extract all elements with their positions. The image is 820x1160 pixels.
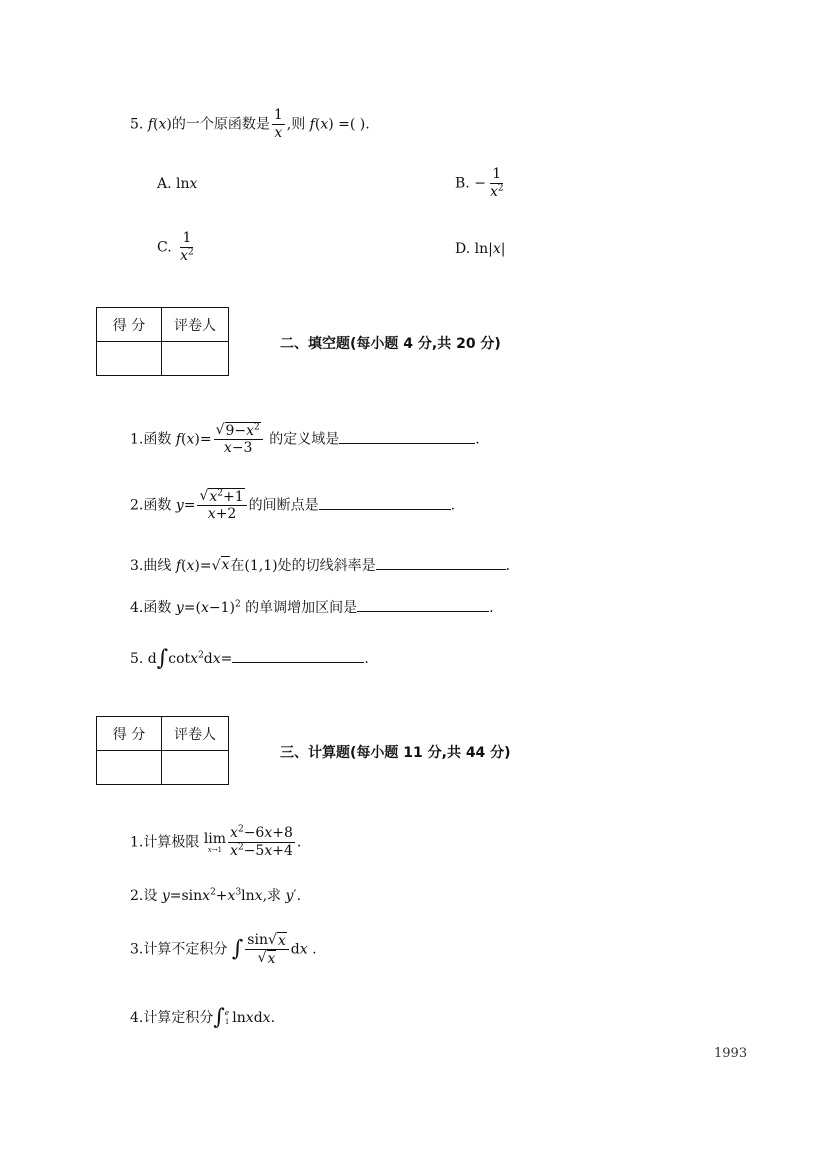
calc-item-4: 4.计算定积分∫ e 1 lnxdx. — [130, 1005, 276, 1030]
score-cell[interactable] — [97, 342, 162, 376]
grader-header: 评卷人 — [162, 717, 229, 751]
option-b: B. − $\frac{1}{x^2}$ — [455, 166, 504, 200]
option-d: D. ln|x| — [455, 241, 506, 257]
option-d-label: D. — [455, 241, 471, 257]
calc-item-1: 1.计算极限 lim x→1 $\frac{x^2-6x+8}{x^2-5x+4}$ . — [130, 824, 302, 859]
grader-cell[interactable] — [162, 751, 229, 785]
section-2-title: 二、填空题(每小题 4 分,共 20 分) — [280, 336, 501, 352]
score-table-2 — [96, 716, 229, 785]
fraction-1-over-x: $\frac{1}{x}$ — [273, 107, 283, 141]
option-c-label: C. — [157, 239, 172, 256]
option-a: A. lnx — [157, 176, 198, 192]
page-number: 1993 — [714, 1046, 748, 1061]
score-cell[interactable] — [97, 751, 162, 785]
fill-item-2: 2.函数 y= √ $x^2+1$ x+2 的间断点是 . — [130, 488, 456, 522]
question-5: 5. f(x)的一个原函数是 $\frac{1}{x}$ ,则 f(x) =( ). — [130, 107, 370, 141]
score-header: 得 分 — [97, 308, 162, 342]
grader-header: 评卷人 — [162, 308, 229, 342]
calc-item-2: 2.设 $y=\sin x^2+x^3\ln x$,求 y′. — [130, 887, 302, 904]
calc-item-3: 3.计算不定积分 ∫ sin √ x √ x dx . — [130, 932, 317, 967]
question-number: 5. — [130, 116, 144, 133]
answer-blank[interactable] — [232, 648, 364, 663]
fill-item-3: 3.曲线 f(x)= √ x 在(1,1)处的切线斜率是 . — [130, 557, 511, 574]
question-5-prefix: 的一个原函数是 — [171, 116, 270, 133]
answer-blank[interactable] — [376, 555, 506, 570]
option-a-label: A. — [157, 176, 172, 192]
fill-item-1: 1.函数 f(x)= √ $9-x^2$ x−3 的定义域是 . — [130, 422, 480, 456]
fill-item-5: 5. d∫cotx$^2$dx= . — [130, 646, 369, 671]
score-header: 得 分 — [97, 717, 162, 751]
question-5-suffix: =( ). — [338, 116, 370, 133]
option-b-label: B. — [455, 175, 470, 192]
answer-blank[interactable] — [339, 429, 475, 444]
answer-blank[interactable] — [319, 495, 451, 510]
question-5-mid: ,则 — [286, 116, 306, 133]
grader-cell[interactable] — [162, 342, 229, 376]
fill-item-4: 4.函数 $y=(x-1)^2$ 的单调增加区间是 . — [130, 597, 494, 618]
answer-blank[interactable] — [357, 597, 489, 612]
option-c: C. $\frac{1}{x^2}$ — [157, 230, 194, 264]
score-table-1 — [96, 307, 229, 376]
section-3-title: 三、计算题(每小题 11 分,共 44 分) — [280, 745, 511, 761]
